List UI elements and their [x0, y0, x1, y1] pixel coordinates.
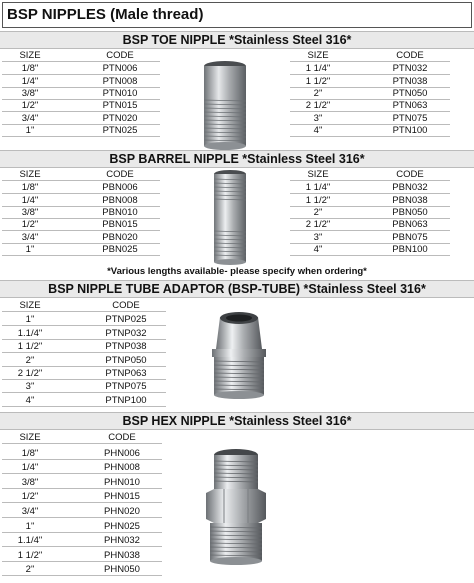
size-column-header: SIZE — [19, 300, 41, 311]
code-cell: PTNP075 — [105, 381, 147, 392]
hex-nipple-image — [200, 447, 272, 567]
section-heading-tube-adaptor: BSP NIPPLE TUBE ADAPTOR (BSP-TUBE) *Stainless Steel 316* — [0, 280, 474, 298]
size-cell: 3" — [25, 381, 35, 392]
size-cell: 1 1/4" — [305, 182, 331, 193]
row-divider — [2, 352, 166, 353]
code-cell: PBN008 — [102, 195, 138, 206]
code-cell: PHN038 — [104, 550, 140, 561]
code-column-header: CODE — [396, 50, 424, 61]
size-cell: 2 1/2" — [305, 100, 331, 111]
size-cell: 1 1/2" — [305, 76, 331, 87]
code-cell: PBN025 — [102, 244, 138, 255]
row-divider — [2, 136, 160, 137]
size-cell: 1/2" — [21, 219, 39, 230]
code-cell: PBN006 — [102, 182, 138, 193]
code-cell: PTN020 — [102, 113, 138, 124]
size-cell: 1" — [25, 521, 35, 532]
size-cell: 1/4" — [21, 195, 39, 206]
size-cell: 1/4" — [21, 462, 39, 473]
size-cell: 4" — [25, 395, 35, 406]
size-cell: 3" — [313, 113, 323, 124]
code-cell: PTN100 — [392, 125, 428, 136]
size-cell: 1/8" — [21, 182, 39, 193]
size-cell: 3/8" — [21, 477, 39, 488]
size-cell: 1/2" — [21, 491, 39, 502]
code-cell: PTN063 — [392, 100, 428, 111]
size-cell: 3" — [313, 232, 323, 243]
code-column-header: CODE — [108, 432, 136, 443]
toe-nipple-image — [199, 60, 251, 152]
row-divider — [2, 311, 166, 312]
tube-adaptor-image — [206, 309, 272, 401]
size-cell: 1.1/4" — [17, 535, 43, 546]
row-divider — [2, 255, 160, 256]
code-cell: PHN008 — [104, 462, 140, 473]
row-divider — [2, 443, 162, 444]
size-cell: 1 1/2" — [17, 550, 43, 561]
code-column-header: CODE — [106, 169, 134, 180]
code-cell: PTN032 — [392, 63, 428, 74]
code-cell: PTN025 — [102, 125, 138, 136]
code-cell: PBN075 — [392, 232, 428, 243]
code-cell: PTN075 — [392, 113, 428, 124]
code-cell: PHN020 — [104, 506, 140, 517]
row-divider — [290, 255, 450, 256]
code-cell: PHN032 — [104, 535, 140, 546]
row-divider — [2, 561, 162, 562]
size-column-header: SIZE — [307, 50, 329, 61]
size-cell: 4" — [313, 244, 323, 255]
code-cell: PTNP100 — [105, 395, 147, 406]
row-divider — [2, 473, 162, 474]
size-cell: 3/4" — [21, 232, 39, 243]
row-divider — [2, 532, 162, 533]
code-cell: PTN050 — [392, 88, 428, 99]
code-cell: PHN025 — [104, 521, 140, 532]
row-divider — [2, 517, 162, 518]
code-cell: PBN038 — [392, 195, 428, 206]
size-column-header: SIZE — [19, 50, 41, 61]
code-column-header: CODE — [112, 300, 140, 311]
row-divider — [2, 325, 166, 326]
row-divider — [2, 502, 162, 503]
code-cell: PTN038 — [392, 76, 428, 87]
code-cell: PHN050 — [104, 564, 140, 575]
size-cell: 3/8" — [21, 207, 39, 218]
code-cell: PBN020 — [102, 232, 138, 243]
code-cell: PTN015 — [102, 100, 138, 111]
size-cell: 2 1/2" — [305, 219, 331, 230]
row-divider — [2, 488, 162, 489]
row-divider — [290, 136, 450, 137]
page-title: BSP NIPPLES (Male thread) — [2, 2, 472, 28]
row-divider — [2, 406, 166, 407]
size-cell: 3/8" — [21, 88, 39, 99]
code-cell: PBN010 — [102, 207, 138, 218]
code-cell: PHN015 — [104, 491, 140, 502]
row-divider — [2, 392, 166, 393]
row-divider — [2, 546, 162, 547]
code-cell: PTNP032 — [105, 328, 147, 339]
code-cell: PTN008 — [102, 76, 138, 87]
size-cell: 3/4" — [21, 506, 39, 517]
code-cell: PBN032 — [392, 182, 428, 193]
code-column-header: CODE — [396, 169, 424, 180]
size-cell: 4" — [313, 125, 323, 136]
size-cell: 1 1/2" — [305, 195, 331, 206]
section-heading-toe-nipple: BSP TOE NIPPLE *Stainless Steel 316* — [0, 31, 474, 49]
size-column-header: SIZE — [307, 169, 329, 180]
lengths-note: *Various lengths available- please specify when ordering* — [107, 266, 367, 277]
size-cell: 1" — [25, 244, 35, 255]
code-cell: PBN100 — [392, 244, 428, 255]
size-cell: 1 1/4" — [305, 63, 331, 74]
row-divider — [2, 459, 162, 460]
size-cell: 1" — [25, 125, 35, 136]
code-cell: PHN006 — [104, 448, 140, 459]
code-cell: PTN010 — [102, 88, 138, 99]
size-cell: 2 1/2" — [17, 368, 43, 379]
code-cell: PTNP063 — [105, 368, 147, 379]
code-cell: PTNP038 — [105, 341, 147, 352]
code-cell: PTNP025 — [105, 314, 147, 325]
code-cell: PBN063 — [392, 219, 428, 230]
code-cell: PTNP050 — [105, 355, 147, 366]
size-cell: 1.1/4" — [17, 328, 43, 339]
code-cell: PBN050 — [392, 207, 428, 218]
size-cell: 1 1/2" — [17, 341, 43, 352]
code-cell: PTN006 — [102, 63, 138, 74]
code-cell: PBN015 — [102, 219, 138, 230]
size-cell: 1/2" — [21, 100, 39, 111]
size-column-header: SIZE — [19, 432, 41, 443]
size-cell: 1" — [25, 314, 35, 325]
code-column-header: CODE — [106, 50, 134, 61]
size-cell: 1/8" — [21, 63, 39, 74]
size-cell: 3/4" — [21, 113, 39, 124]
section-heading-barrel-nipple: BSP BARREL NIPPLE *Stainless Steel 316* — [0, 150, 474, 168]
code-cell: PHN010 — [104, 477, 140, 488]
size-column-header: SIZE — [19, 169, 41, 180]
size-cell: 2" — [313, 88, 323, 99]
size-cell: 2" — [25, 355, 35, 366]
row-divider — [2, 575, 162, 576]
barrel-nipple-image — [208, 169, 252, 265]
size-cell: 1/8" — [21, 448, 39, 459]
size-cell: 1/4" — [21, 76, 39, 87]
section-heading-hex-nipple: BSP HEX NIPPLE *Stainless Steel 316* — [0, 412, 474, 430]
size-cell: 2" — [313, 207, 323, 218]
size-cell: 2" — [25, 564, 35, 575]
